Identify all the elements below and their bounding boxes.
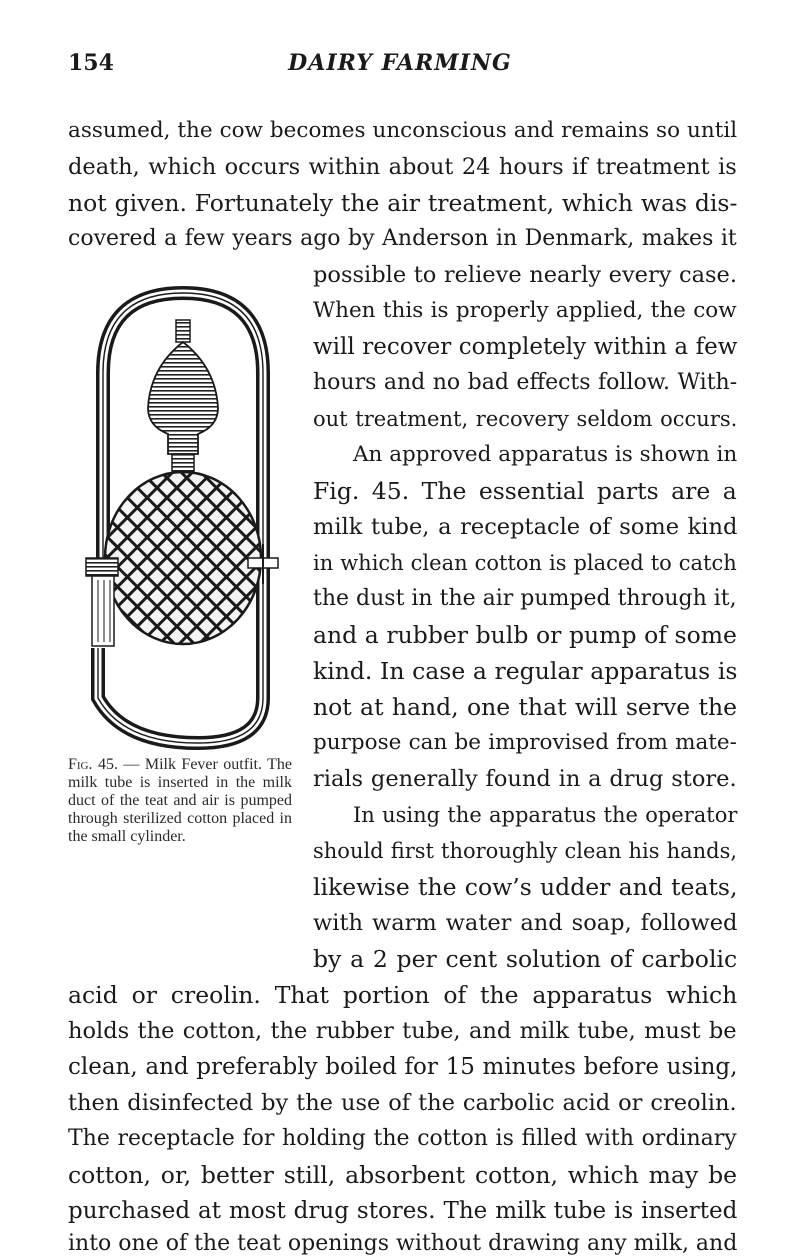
body-line: The receptacle for holding the cotton is filled with ordinary [68, 1126, 737, 1151]
body-line: Fig. 45. The essential parts are a [313, 477, 737, 505]
milk-fever-outfit-illustration [68, 258, 292, 752]
body-line: likewise the cow’s udder and teats, [313, 873, 738, 901]
body-line: death, which occurs within about 24 hours if treatment is [68, 154, 737, 180]
body-line: cotton, or, better still, absorbent cotton, which may be [68, 1161, 738, 1189]
body-line: rials generally found in a drug store. [313, 766, 737, 792]
figure-milk-fever-outfit [68, 258, 292, 752]
body-line: In using the apparatus the operator [353, 803, 738, 827]
body-line: acid or creolin. That portion of the apparatus which [68, 981, 738, 1009]
body-line: When this is properly applied, the cow [313, 298, 737, 323]
body-line: will recover completely within a few [313, 334, 738, 360]
body-line: the dust in the air pumped through it, [313, 586, 737, 611]
body-line: holds the cotton, the rubber tube, and milk tube, must be [68, 1018, 737, 1044]
figure-caption-text: — Milk Fever outfit. The milk tube is inserted in the milk duct of the teat and air is pumped through sterilized cotton placed in the small cylinder. [68, 756, 293, 845]
figure-caption [68, 756, 292, 846]
body-line: purpose can be improvised from mate- [313, 730, 737, 755]
body-line: kind. In case a regular apparatus is [313, 657, 738, 685]
running-head: DAIRY FARMING [288, 50, 512, 76]
body-line: by a 2 per cent solution of carbolic [313, 945, 738, 973]
body-line: An approved apparatus is shown in [353, 442, 738, 467]
body-line: not given. Fortunately the air treatment, which was dis- [68, 189, 738, 217]
body-line: in which clean cotton is placed to catch [313, 551, 737, 575]
page-number: 154 [68, 50, 114, 76]
body-line: out treatment, recovery seldom occurs. [313, 407, 738, 431]
body-line: possible to relieve nearly every case. [313, 262, 738, 288]
body-line: purchased at most drug stores. The milk tube is inserted [68, 1198, 738, 1224]
body-line: clean, and preferably boiled for 15 minutes before using, [68, 1054, 738, 1080]
body-line: milk tube, a receptacle of some kind [313, 514, 738, 540]
body-line: assumed, the cow becomes unconscious and remains so until [68, 118, 738, 143]
body-line: covered a few years ago by Anderson in Denmark, makes it [68, 226, 737, 251]
body-line: and a rubber bulb or pump of some [313, 621, 737, 649]
body-line: hours and no bad effects follow. With- [313, 370, 738, 395]
body-line: into one of the teat openings without drawing any milk, and [68, 1231, 738, 1256]
figure-caption-label: Fig. 45. [68, 756, 118, 773]
body-line: should first thoroughly clean his hands, [313, 839, 738, 863]
body-line: then disinfected by the use of the carbolic acid or creolin. [68, 1090, 737, 1116]
body-line: not at hand, one that will serve the [313, 693, 738, 721]
body-line: with warm water and soap, followed [313, 910, 738, 936]
